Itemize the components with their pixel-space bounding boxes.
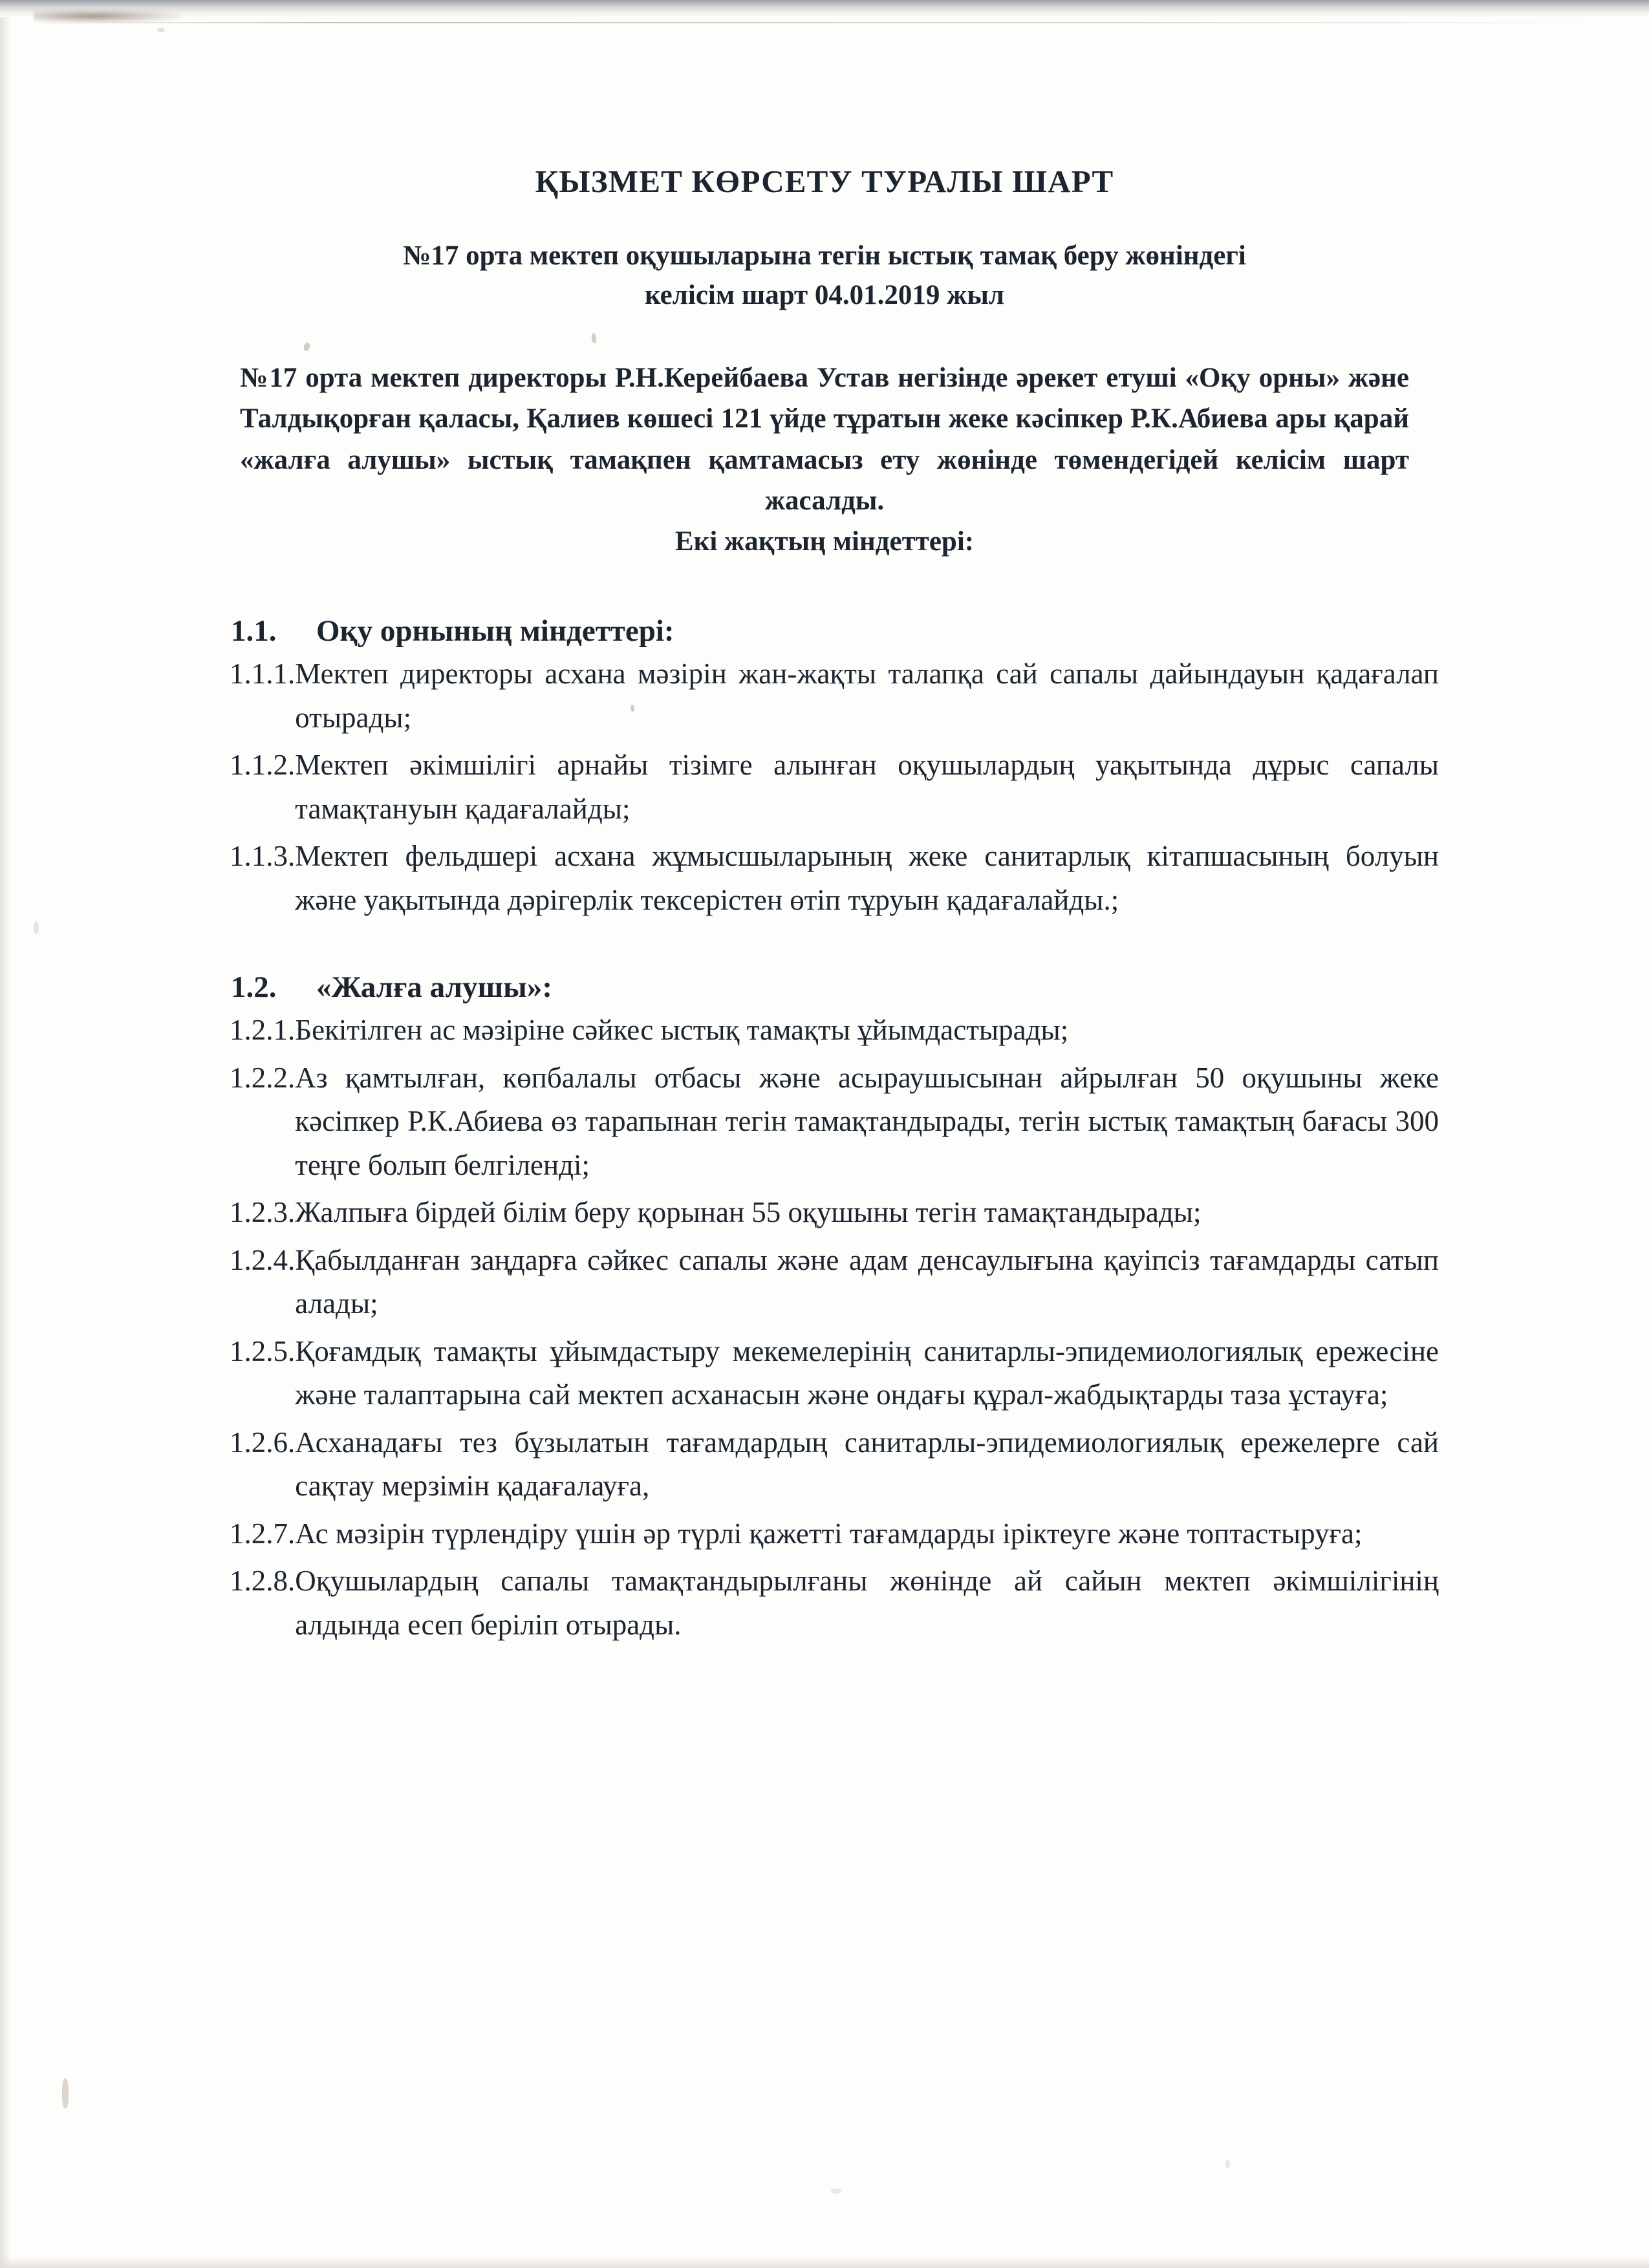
clause-number: 1.2.6.: [230, 1426, 296, 1459]
clause-number: 1.2.3.: [230, 1196, 296, 1229]
document-title: ҚЫЗМЕТ КӨРСЕТУ ТУРАЛЫ ШАРТ: [535, 164, 1114, 199]
scan-speck: [62, 2079, 69, 2108]
clause-text: Жалпыға бірдей білім беру қорынан 55 оқушыны тегін тамақтандырады;: [295, 1196, 1202, 1229]
clause-text: Мектеп фельдшері асхана жұмысшыларының жеке санитарлық кітапшасының болуын және уақытында дәрігерлік тексерістен өтіп тұруын қадағалайды.;: [295, 840, 1439, 916]
clause-number: 1.2.7.: [230, 1517, 296, 1550]
section-1-1-heading: [210, 614, 1439, 648]
scan-speck: [831, 2188, 841, 2194]
clause-1-1-1: [210, 652, 1439, 740]
clause-number: 1.1.2.: [230, 749, 296, 782]
section-1-1: [210, 562, 1439, 922]
subtitle-line-2: келісім шарт 04.01.2019 жыл: [644, 280, 1005, 311]
scan-speck: [1225, 2159, 1230, 2168]
clause-number: 1.1.3.: [230, 840, 296, 873]
clause-1-2-5: [210, 1330, 1439, 1417]
clause-number: 1.2.5.: [230, 1334, 296, 1367]
section-1-1-title: Оқу орнының міндеттері:: [316, 614, 674, 648]
clause-text: Мектеп директоры асхана мәзірін жан-жақты талапқа сай сапалы дайындауын қадағалап отырады;: [295, 658, 1439, 734]
clause-text: Оқушылардың сапалы тамақтандырылғаны жөнінде ай сайын мектеп әкімшілігінің алдында есеп беріліп отырады.: [295, 1565, 1439, 1641]
document-subtitle: [242, 200, 1406, 315]
clause-1-2-6: [210, 1421, 1439, 1508]
clause-1-1-2: [210, 744, 1439, 831]
clause-number: 1.1.1.: [230, 658, 296, 690]
clause-1-2-8: [210, 1559, 1439, 1647]
clause-text: Қоғамдық тамақты ұйымдастыру мекемелерінің санитарлы-эпидемиологиялық ережесіне және талаптарына сай мектеп асханасын және ондағы құрал-жабдықтарды таза ұстауға;: [295, 1334, 1439, 1411]
clause-1-1-3: [210, 835, 1439, 922]
section-1-2-title: «Жалға алушы»:: [316, 970, 552, 1005]
clause-text: Қабылданған заңдарға сәйкес сапалы және адам денсаулығына қауіпсіз тағамдарды сатып алады;: [295, 1243, 1439, 1320]
clause-1-2-3: [210, 1191, 1439, 1235]
clause-number: 1.2.8.: [230, 1565, 296, 1598]
intro-closing-line: Екі жақтың міндеттері:: [674, 526, 975, 557]
clause-text: Бекітілген ас мәзіріне сәйкес ыстық тамақты ұйымдастырады;: [295, 1014, 1069, 1047]
subtitle-line-1: №17 орта мектеп оқушыларына тегін ыстық тамақ беру жөніндегі: [403, 241, 1246, 271]
clause-text: Асханадағы тез бұзылатын тағамдардың санитарлы-эпидемиологиялық ережелерге сай сақтау мерзімін қадағалауға,: [295, 1426, 1439, 1503]
clause-number: 1.2.1.: [230, 1014, 296, 1047]
section-1-2-number: 1.2.: [231, 970, 277, 1005]
section-1-1-number: 1.1.: [231, 614, 277, 648]
clause-1-2-2: [210, 1056, 1439, 1188]
clause-number: 1.2.4.: [230, 1243, 296, 1276]
clause-text: Ас мәзірін түрлендіру үшін әр түрлі қажетті тағамдарды іріктеуге және топтастыруға;: [295, 1517, 1363, 1550]
section-1-2-heading: [210, 970, 1439, 1005]
clause-1-2-7: [210, 1512, 1439, 1556]
clause-1-2-1: [210, 1009, 1439, 1053]
scan-edge-artifact-bottom: [0, 2256, 1649, 2268]
clause-1-2-4: [210, 1239, 1439, 1326]
section-1-2: [210, 922, 1439, 1647]
clause-text: Аз қамтылған, көпбалалы отбасы және асыраушысынан айрылған 50 оқушыны жеке кәсіпкер Р.К.Абиева өз тарапынан тегін тамақтандырады, тегін ыстық тамақтың бағасы 300 теңге болып белгіленді;: [295, 1061, 1439, 1181]
clause-number: 1.2.2.: [230, 1061, 296, 1094]
clause-text: Мектеп әкімшілігі арнайы тізімге алынған оқушылардың уақытында дұрыс сапалы тамақтануын қадағалайды;: [295, 749, 1439, 825]
intro-paragraph: №17 орта мектеп директоры Р.Н.Керейбаева Устав негізінде әрекет етуші «Оқу орны» және Талдықорған қаласы, Қалиев көшесі 121 үйде тұратын жеке кәсіпкер Р.К.Абиева ары қарай «жалға алушы» ыстық тамақпен қамтамасыз ету жөнінде төмендегідей келісім шарт жасалды.: [240, 363, 1409, 516]
